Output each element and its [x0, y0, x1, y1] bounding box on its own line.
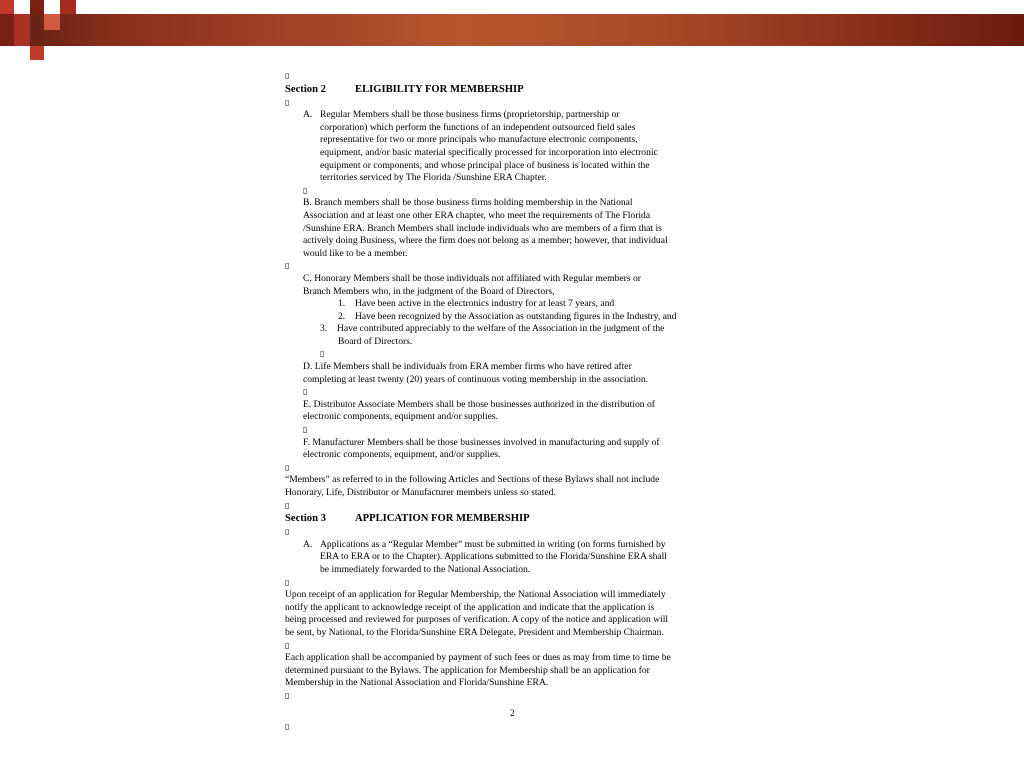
text-line: actively doing Business, where the firm does not belong as a member; however, that individual	[303, 235, 668, 247]
blank-line: ▯	[303, 425, 308, 435]
text-line: would like to be a member.	[303, 247, 408, 259]
text-line: being processed and reviewed for purposes of verification. A copy of the notice and application will	[285, 614, 669, 626]
text-line: Association and at least one other ERA chapter, who meet the requirements of The Florida	[303, 209, 651, 221]
text-line: Regular Members shall be those business firms (proprietorship, partnership or	[320, 109, 620, 121]
section-number: Section 2	[285, 83, 326, 95]
section3-item-a	[285, 539, 755, 552]
blank-line: ▯	[285, 722, 290, 731]
text-line: Have been recognized by the Association as outstanding figures in the Industry, and	[355, 310, 677, 322]
header-square	[0, 0, 14, 14]
section-3-heading	[285, 512, 755, 526]
text-line: corporation) which perform the functions of an independent outsourced field sales	[320, 121, 636, 133]
sub-item-number: 1.	[338, 298, 346, 310]
text-line: be immediately forwarded to the National Association.	[320, 563, 531, 575]
section2-item-b: B. Branch members shall be those business firms holding membership in the National	[303, 197, 633, 209]
text-line: electronic components, equipment and/or supplies.	[303, 411, 499, 423]
application-paragraph: Upon receipt of an application for Regular Membership, the National Association will immediately	[285, 589, 666, 601]
section2-item-a	[285, 109, 755, 122]
section-2-heading	[285, 83, 755, 97]
section-title: APPLICATION FOR MEMBERSHIP	[355, 513, 530, 525]
blank-line: ▯	[285, 97, 290, 107]
blank-line: ▯	[285, 640, 290, 650]
fees-paragraph: Each application shall be accompanied by payment of such fees or dues as may from time to time be	[285, 652, 671, 664]
blank-line: ▯	[285, 71, 290, 80]
section2-item-c: C. Honorary Members shall be those individuals not affiliated with Regular members or	[303, 272, 641, 284]
sub-item	[285, 311, 755, 324]
text-line: ERA to ERA or to the Chapter). Applications submitted to the Florida/Sunshine ERA shall	[320, 551, 667, 563]
header-square	[0, 14, 14, 46]
text-line: representative for two or more principals who manufacture electronic components,	[320, 134, 638, 146]
members-note: “Members” as referred to in the following Articles and Sections of these Bylaws shall not include	[285, 474, 660, 486]
text-line: determined pursuant to the Bylaws. The application for Membership shall be an application for	[285, 664, 650, 676]
text-line: Branch Members who, in the judgment of the Board of Directors,	[303, 285, 555, 297]
section2-item-e: E. Distributor Associate Members shall be those businesses authorized in the distribution of	[303, 398, 655, 410]
blank-line: ▯	[285, 462, 290, 472]
blank-line: ▯	[320, 349, 325, 359]
section2-item-d: D. Life Members shall be individuals from ERA member firms who have retired after	[303, 361, 632, 373]
text-line: completing at least twenty (20) years of continuous voting membership in the association.	[303, 373, 649, 385]
text-line: be sent, by National, to the Florida/Sunshine ERA Delegate, President and Membership Chairman.	[285, 626, 664, 638]
blank-line: ▯	[303, 387, 308, 397]
text-line: Have contributed appreciably to the welfare of the Association in the judgment of the	[337, 323, 665, 335]
sub-item	[285, 323, 755, 336]
text-line: Have been active in the electronics industry for at least 7 years, and	[355, 298, 615, 310]
item-label: A.	[303, 109, 313, 121]
text-line: equipment, and/or basic material specifically processed for incorporation into electronic	[320, 146, 658, 158]
blank-line: ▯	[285, 500, 290, 510]
blank-line: ▯	[285, 577, 290, 587]
header-bar	[0, 14, 1024, 46]
header-square	[30, 0, 44, 14]
sub-item-number: 2.	[338, 310, 346, 322]
item-label: A.	[303, 538, 313, 550]
text-line: Membership in the National Association and Florida/Sunshine ERA.	[285, 677, 549, 689]
blank-line: ▯	[285, 261, 290, 271]
text-line: /Sunshine ERA. Branch Members shall include individuals who are members of a firm that is	[303, 222, 662, 234]
sub-item	[285, 298, 755, 311]
section-title: ELIGIBILITY FOR MEMBERSHIP	[355, 83, 524, 95]
document-body	[285, 70, 755, 703]
text-line: Board of Directors.	[338, 335, 413, 347]
text-line: electronic components, equipment, and/or supplies.	[303, 449, 501, 461]
header-square	[60, 0, 76, 14]
text-line: Honorary, Life, Distributor or Manufacturer members unless so stated.	[285, 487, 556, 498]
section2-item-f: F. Manufacturer Members shall be those businesses involved in manufacturing and supply of	[303, 436, 660, 448]
header-square	[30, 46, 44, 60]
text-line: notify the applicant to acknowledge receipt of the application and indicate that the application is	[285, 601, 655, 613]
text-line: Applications as a “Regular Member” must be submitted in writing (on forms furnished by	[320, 538, 666, 550]
header-square	[14, 14, 30, 46]
text-line: territories serviced by The Florida /Sunshine ERA Chapter.	[320, 172, 547, 184]
blank-line: ▯	[285, 690, 290, 700]
page-number: 2	[510, 708, 515, 719]
blank-line: ▯	[303, 185, 308, 195]
section-number: Section 3	[285, 513, 326, 525]
blank-line: ▯	[285, 527, 290, 537]
header-square	[44, 14, 60, 30]
sub-item-number: 3.	[320, 323, 328, 335]
text-line: equipment or components, and whose principal place of business is located within the	[320, 159, 650, 171]
